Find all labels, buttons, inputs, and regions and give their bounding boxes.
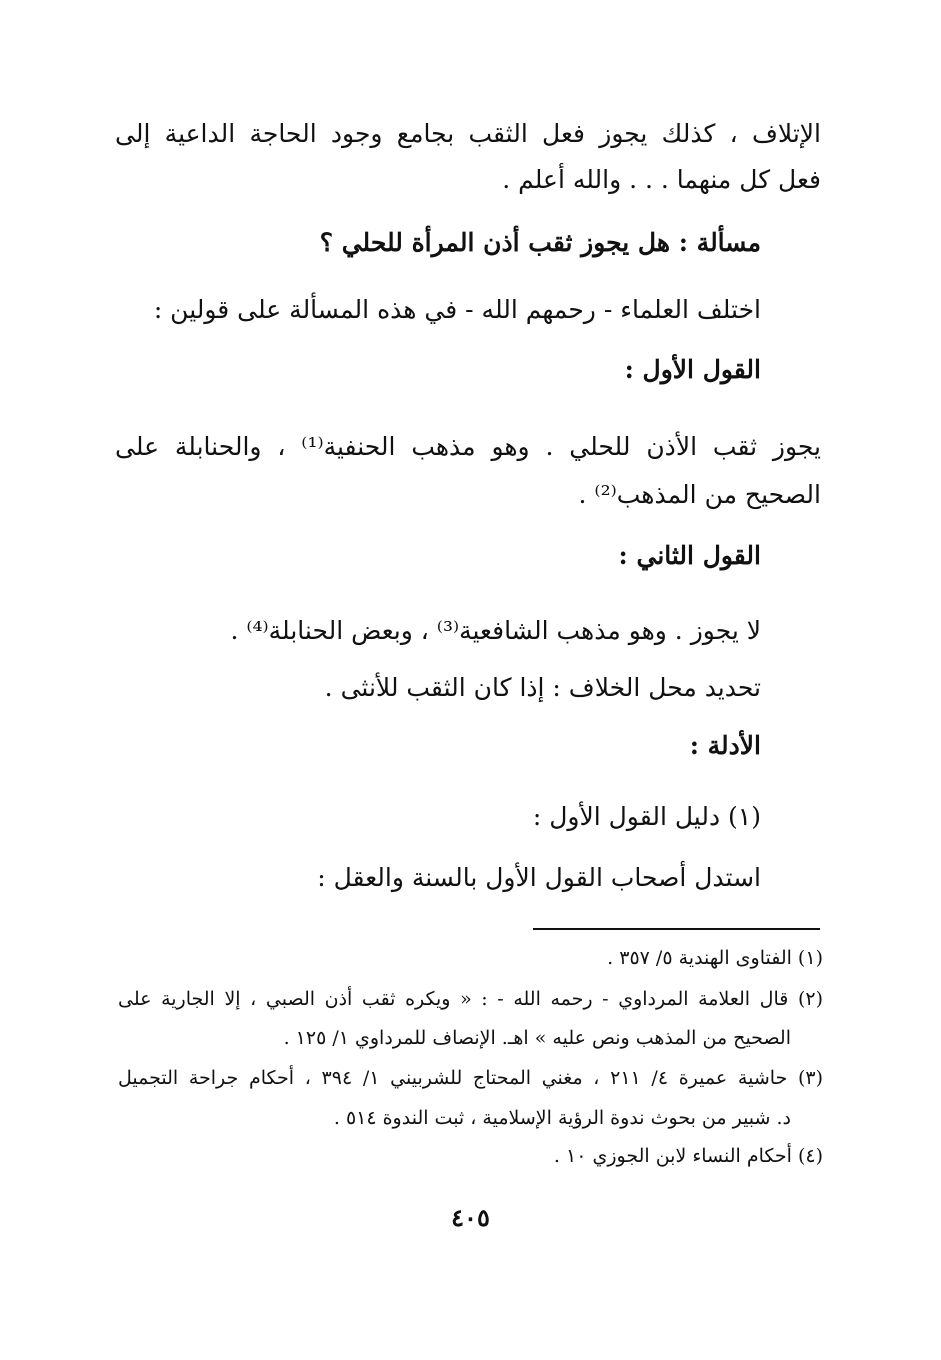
body-line-1: الإتلاف ، كذلك يجوز فعل الثقب بجامع وجود الحاجة الداعية إلى [115, 119, 821, 148]
first-opinion-heading: القول الأول : [624, 355, 761, 384]
question-heading: مسألة : هل يجوز ثقب أذن المرأة للحلي ؟ [319, 228, 761, 257]
second-opinion-heading: القول الثاني : [618, 541, 761, 570]
footnote-separator [533, 928, 820, 930]
second-opinion-text: لا يجوز . وهو مذهب الشافعية⁽³⁾ ، وبعض الحنابلة⁽⁴⁾ . [230, 616, 761, 645]
footnote-3-line-1: (٣) حاشية عميرة ٤/ ٢١١ ، مغني المحتاج للشربيني ١/ ٣٩٤ ، أحكام جراحة التجميل [118, 1067, 823, 1089]
footnote-4: (٤) أحكام النساء لابن الجوزي ١٠ . [553, 1145, 823, 1167]
footnote-1: (١) الفتاوى الهندية ٥/ ٣٥٧ . [607, 947, 823, 969]
body-line-2: فعل كل منهما . . . والله أعلم . [502, 165, 821, 194]
first-opinion-line-1: يجوز ثقب الأذن للحلي . وهو مذهب الحنفية⁽¹⁾ ، والحنابلة على [115, 432, 822, 461]
intro-text: اختلف العلماء - رحمهم الله - في هذه المسألة على قولين : [153, 295, 761, 324]
dispute-scope: تحديد محل الخلاف : إذا كان الثقب للأنثى . [324, 673, 761, 702]
first-opinion-line-2: الصحيح من المذهب⁽²⁾ . [578, 480, 821, 509]
footnote-2-line-2: الصحيح من المذهب ونص عليه » اهـ. الإنصاف للمرداوي ١/ ١٢٥ . [283, 1027, 791, 1049]
footnote-3-line-2: د. شبير من بحوث ندوة الرؤية الإسلامية ، ثبت الندوة ٥١٤ . [333, 1107, 791, 1129]
evidence-first-heading: (١) دليل القول الأول : [532, 802, 761, 831]
evidence-heading: الأدلة : [689, 731, 761, 760]
footnote-2-line-1: (٢) قال العلامة المرداوي - رحمه الله - : « ويكره ثقب أذن الصبي ، إلا الجارية على [118, 988, 823, 1010]
page-number: ٤٠٥ [451, 1203, 490, 1232]
evidence-first-text: استدل أصحاب القول الأول بالسنة والعقل : [317, 863, 761, 892]
